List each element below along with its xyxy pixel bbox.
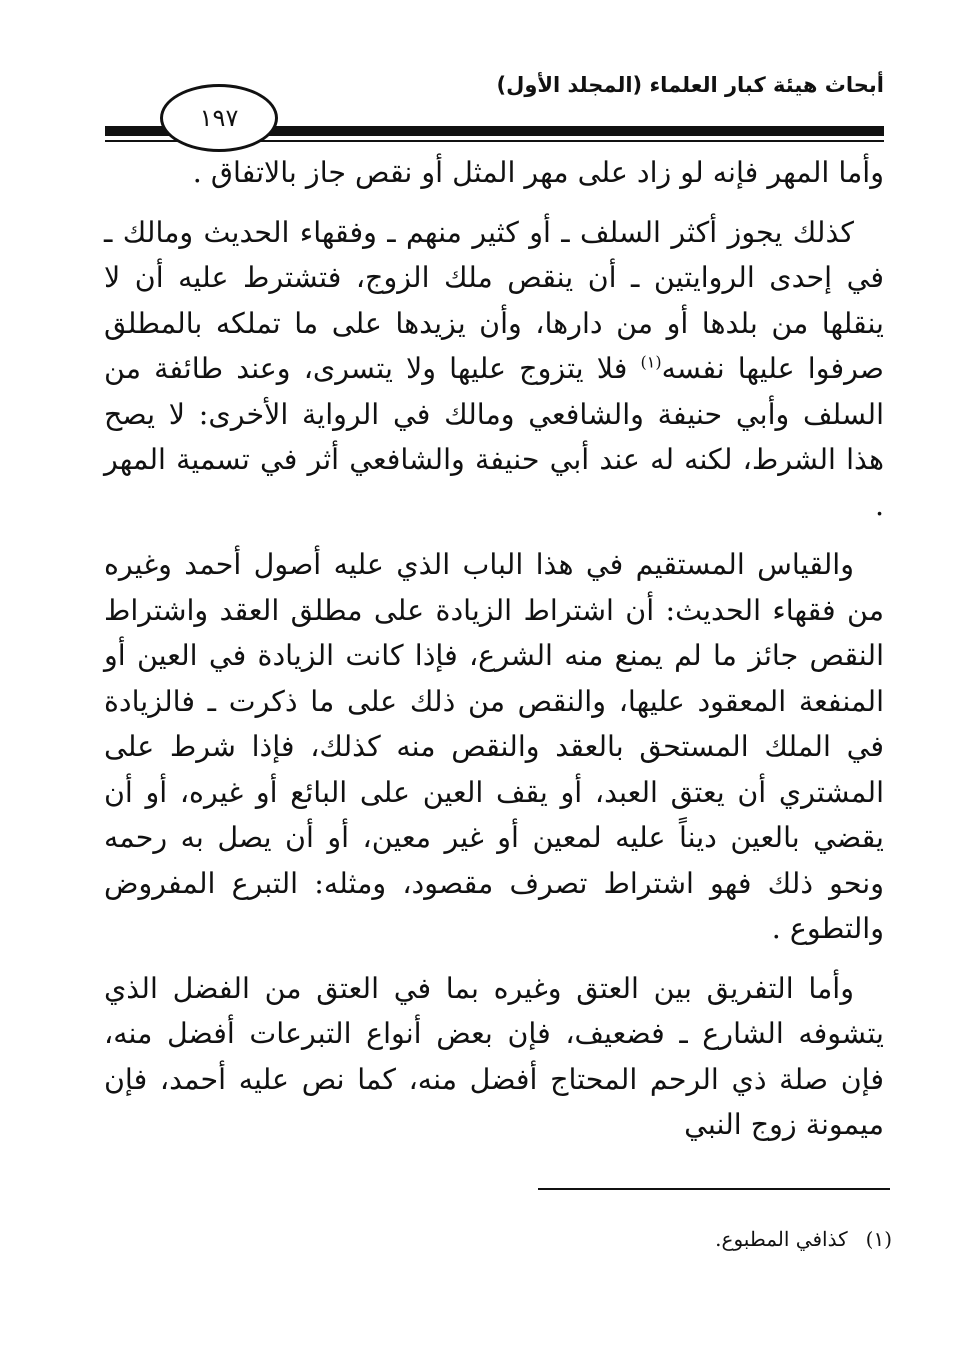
running-header-title: أبحاث هيئة كبار العلماء (المجلد الأول): [496, 73, 884, 97]
footnote-separator: [538, 1188, 890, 1190]
body-text: [104, 150, 884, 1148]
paragraph-2: [104, 210, 884, 529]
paragraph-3: والقياس المستقيم في هذا الباب الذي عليه أصول أحمد وغيره من فقهاء الحديث: أن اشتراط الزيادة على مطلق العقد واشتراط النقص جائز ما لم يمنع منه الشرع، فإذا كانت الزيادة في العين أو المنفعة المعقود عليها، والنقص من ذلك على ما ذكرت ـ فالزيادة في الملك المستحق بالعقد والنقص منه كذلك، فإذا شرط على المشتري أن يعتق العبد، أو يقف العين على البائع أو غيره، أو أن يقضي بالعين ديناً عليه لمعين أو غير معين، أو أن يصل به رحمه ونحو ذلك فهو اشتراط تصرف مقصود، ومثله: التبرع المفروض والتطوع .: [104, 548, 884, 945]
footnote-text: كذافي المطبوع.: [715, 1227, 848, 1251]
paragraph-2-part-2: فلا يتزوج عليها ولا يتسرى، وعند طائفة من السلف وأبي حنيفة والشافعي ومالك في الرواية الأخرى: لا يصح هذا الشرط، لكنه له عند أبي حنيفة والشافعي أثر في تسمية المهر .: [104, 352, 884, 522]
paragraph-4: وأما التفريق بين العتق وغيره بما في العتق من الفضل الذي يتشوفه الشارع ـ فضعيف، فإن بعض أنواع التبرعات أفضل منه، فإن صلة ذي الرحم المحتاج أفضل منه، كما نص عليه أحمد، فإن ميمونة زوج النبي: [104, 971, 884, 1141]
footnote-reference[interactable]: (١): [640, 352, 662, 372]
paragraph-1: وأما المهر فإنه لو زاد على مهر المثل أو نقص جاز بالاتفاق .: [192, 156, 884, 189]
page-number-badge: [160, 84, 278, 152]
footnote-marker: (١): [865, 1227, 892, 1251]
footnote-1: [715, 1225, 892, 1253]
paragraph-2-part-1: كذلك يجوز أكثر السلف ـ أو كثير منهم ـ وفقهاء الحديث ومالك ـ في إحدى الروايتين ـ أن ينقص ملك الزوج، فتشترط عليه أن لا ينقلها من بلدها أو من دارها، وأن يزيدها على ما تملكه بالمطلق صرفوا عليها نفسه: [104, 215, 884, 385]
page-number: ١٩٧: [199, 104, 239, 132]
